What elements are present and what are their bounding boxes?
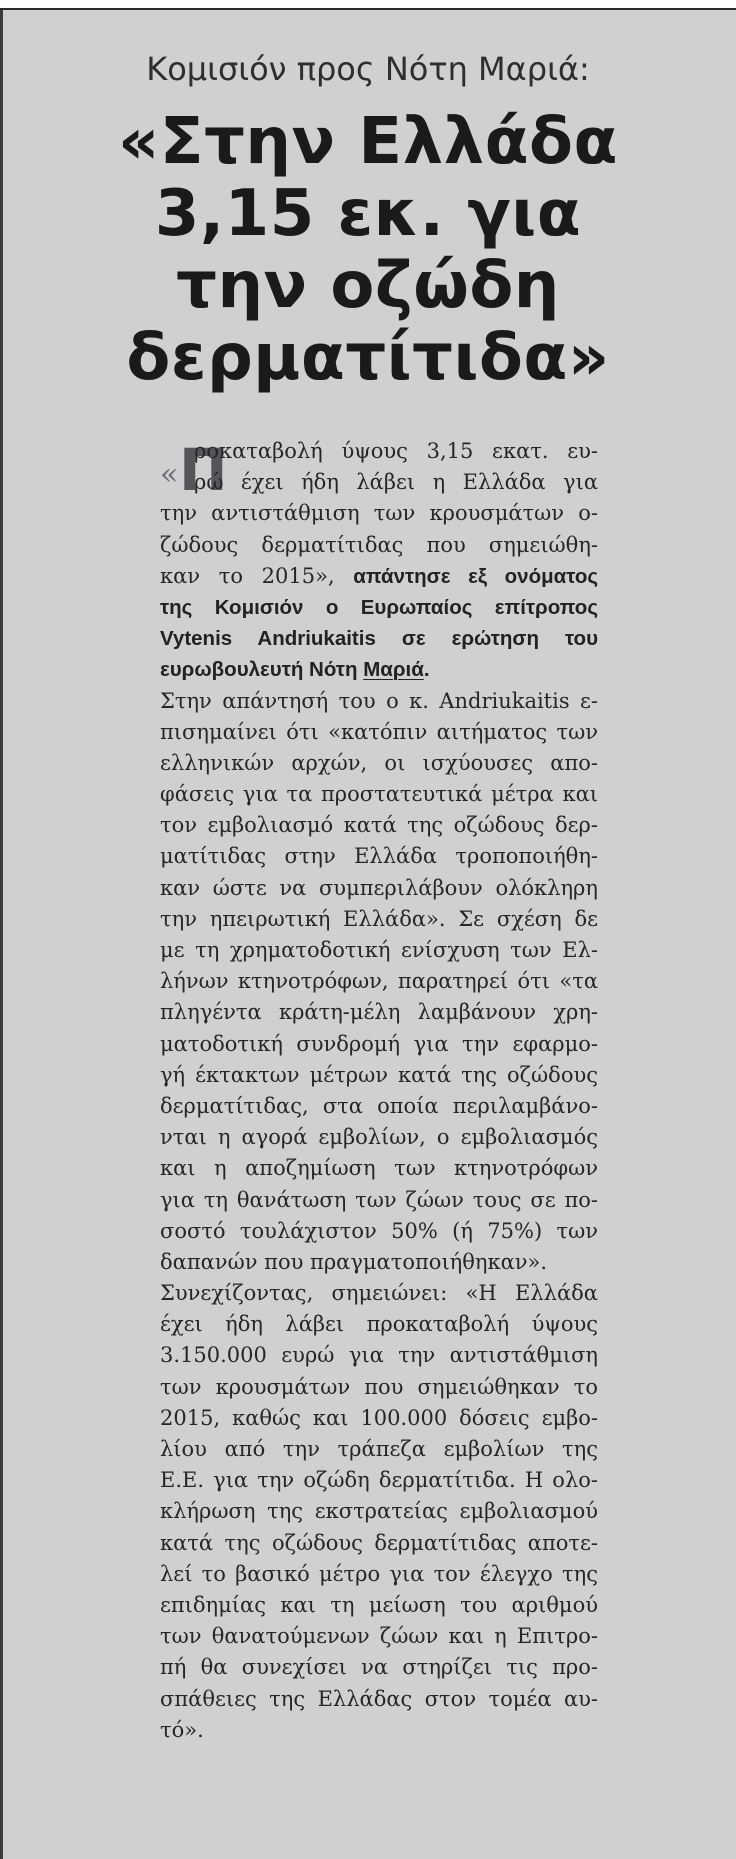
lead-line: ροκαταβολή ύψους 3,15 εκατ. ευ- bbox=[194, 439, 598, 463]
lead-line bbox=[160, 561, 598, 592]
body-line: και η αποζημίωση των κτηνοτρόφων bbox=[160, 1156, 598, 1181]
body-line: κατά της οζώδους δερματίτιδας αποτε- bbox=[160, 1530, 598, 1555]
body-line: με τη χρηματοδοτική ενίσχυση των Ελ- bbox=[160, 938, 598, 962]
headline-line: την οζώδη bbox=[176, 249, 560, 323]
lead-bold-text: ευρωβουλευτή Νότη bbox=[160, 658, 364, 682]
body-line: φάσεις για τα προστατευτικά μέτρα και bbox=[160, 782, 598, 807]
lead-bold-text: απάντησε εξ ονόματος bbox=[353, 564, 598, 588]
body-line: των θανατούμενων ζώων και η Επιτρο- bbox=[160, 1624, 598, 1649]
drop-cap-letter: Π bbox=[179, 436, 228, 504]
body-line: τον εμβολιασμό κατά της οζώδους δερ- bbox=[160, 813, 598, 838]
body-line: δαπανών που πραγματοποιήθηκαν». bbox=[160, 1249, 548, 1274]
body-line: Στην απάντησή του ο κ. Andriukaitis ε- bbox=[160, 688, 598, 713]
body-line: καν ώστε να συμπεριλάβουν ολόκληρη bbox=[160, 875, 598, 900]
body-line: ματοδοτική συνδρομή για την εφαρμο- bbox=[160, 1031, 598, 1056]
body-line: λίου από την τράπεζα εμβολίων της bbox=[160, 1437, 598, 1461]
lead-line: ζώδους δερματίτιδας που σημειώθη- bbox=[160, 532, 598, 557]
lead-line bbox=[160, 592, 598, 623]
lead-bold-text: της Κομισιόν ο Ευρωπαίος επίτροπος bbox=[160, 595, 598, 619]
lead-line bbox=[160, 623, 598, 654]
body-line: πή θα συνεχίσει να στηρίζει τις προ- bbox=[160, 1655, 598, 1680]
kicker-heading: Κομισιόν προς Νότη Μαριά: bbox=[146, 50, 590, 88]
body-line: Ε.Ε. για την οζώδη δερματίτιδα. Η ολο- bbox=[160, 1468, 598, 1493]
lead-bold-text: . bbox=[423, 658, 430, 682]
headline-line: 3,15 εκ. για bbox=[154, 177, 582, 251]
body-line: λεί το βασικό μέτρο για τον έλεγχο της bbox=[160, 1561, 598, 1586]
body-line: ματίτιδας στην Ελλάδα τροποποιήθη- bbox=[160, 844, 598, 869]
body-line: Συνεχίζοντας, σημειώνει: «Η Ελλάδα bbox=[160, 1281, 598, 1306]
lead-line: ρώ έχει ήδη λάβει η Ελλάδα για bbox=[194, 470, 598, 495]
article-body bbox=[160, 436, 598, 1746]
body-line: σοστό τουλάχιστον 50% (ή 75%) των bbox=[160, 1218, 598, 1243]
body-line: κλήρωση της εκστρατείας εμβολιασμού bbox=[160, 1499, 598, 1524]
lead-bold-underlined-name: Μαριά bbox=[363, 658, 424, 682]
body-line: λήνων κτηνοτρόφων, παρατηρεί ότι «τα bbox=[160, 969, 598, 994]
body-line: ελληνικών αρχών, οι ισχύουσες απο- bbox=[160, 750, 598, 775]
lead-line bbox=[160, 654, 598, 685]
body-line: τό». bbox=[160, 1717, 204, 1742]
body-line: δερματίτιδας, στα οποία περιλαμβάνο- bbox=[160, 1093, 598, 1118]
body-line: για τη θανάτωση των ζώων τους σε πο- bbox=[160, 1187, 598, 1212]
body-line: πισημαίνει ότι «κατόπιν αιτήματος των bbox=[160, 719, 598, 744]
lead-bold-text: Vytenis Andriukaitis σε ερώτηση του bbox=[160, 627, 598, 651]
headline-line: δερματίτιδα» bbox=[126, 321, 610, 395]
body-line: νται η αγορά εμβολίων, ο εμβολιασμός bbox=[160, 1125, 598, 1150]
body-line: των κρουσμάτων που σημειώθηκαν το bbox=[160, 1374, 598, 1399]
lead-text: καν το 2015», bbox=[160, 563, 354, 588]
drop-cap-quote-mark: « bbox=[160, 457, 179, 492]
body-line: έχει ήδη λάβει προκαταβολή ύψους bbox=[160, 1312, 598, 1337]
headline bbox=[0, 106, 736, 394]
body-line: επιδημίας και τη μείωση του αριθμού bbox=[160, 1592, 598, 1617]
body-line: σπάθειες της Ελλάδας στον τομέα αυ- bbox=[160, 1686, 598, 1711]
body-line: πληγέντα κράτη-μέλη λαμβάνουν χρη- bbox=[160, 1000, 598, 1025]
body-line: 3.150.000 ευρώ για την αντιστάθμιση bbox=[160, 1343, 598, 1368]
lead-line: την αντιστάθμιση των κρουσμάτων ο- bbox=[160, 501, 598, 526]
body-line: 2015, καθώς και 100.000 δόσεις εμβο- bbox=[160, 1405, 598, 1430]
body-line: γή έκτακτων μέτρων κατά της οζώδους bbox=[160, 1062, 598, 1087]
scan-top-edge bbox=[0, 0, 736, 8]
body-line: την ηπειρωτική Ελλάδα». Σε σχέση δε bbox=[160, 906, 598, 931]
headline-line: «Στην Ελλάδα bbox=[118, 105, 618, 179]
